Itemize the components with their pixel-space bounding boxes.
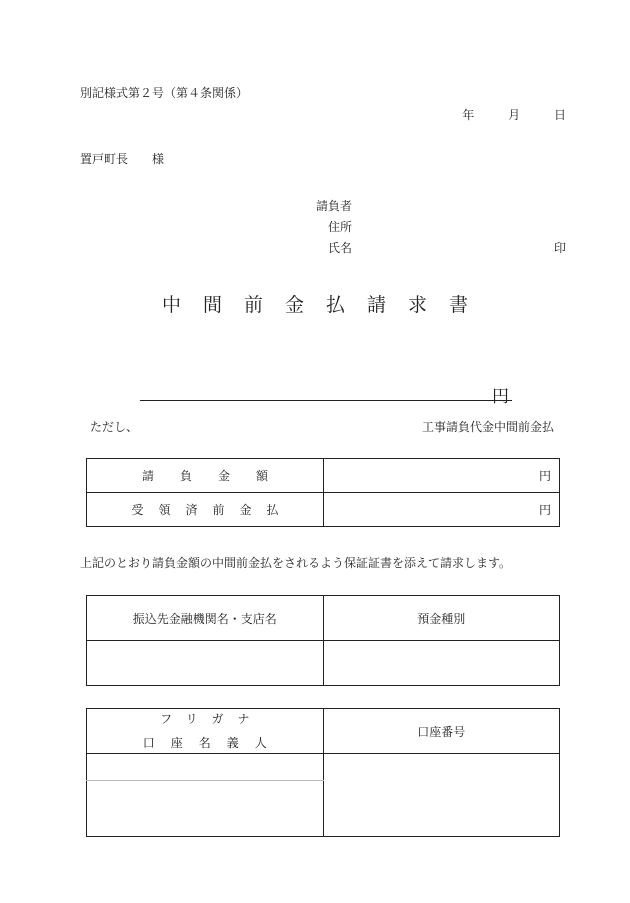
institution-header: 振込先金融機関名・支店名 <box>87 596 324 641</box>
contractor-block <box>316 196 352 259</box>
addressee <box>80 150 164 167</box>
table-row <box>87 709 560 754</box>
amount-currency: 円 <box>492 387 509 407</box>
table-row <box>87 459 560 493</box>
account-table <box>86 708 560 837</box>
contract-amount-label: 請負金額 <box>87 459 324 493</box>
table-row <box>87 641 560 686</box>
date-day: 日 <box>553 108 566 122</box>
contractor-name-label: 氏名 <box>328 241 353 255</box>
addressee-name: 置戸町長 <box>80 152 129 166</box>
furigana-field[interactable] <box>87 754 324 781</box>
institution-field[interactable] <box>87 641 324 686</box>
table-row <box>87 596 560 641</box>
contract-amount-value[interactable]: 円 <box>324 459 560 493</box>
date-year: 年 <box>462 108 475 122</box>
deposit-type-field[interactable] <box>323 641 560 686</box>
holder-header: 口座名義人 <box>142 736 283 750</box>
received-advance-value[interactable]: 円 <box>324 493 560 527</box>
bank-table <box>86 595 560 686</box>
deposit-type-header: 預金種別 <box>323 596 560 641</box>
addressee-honorific: 様 <box>152 152 165 166</box>
account-number-header: 口座番号 <box>323 709 559 754</box>
seal-mark: 印 <box>553 241 566 255</box>
amount-table <box>86 458 560 527</box>
table-row <box>87 754 560 781</box>
proviso-purpose: 工事請負代金中間前金払 <box>421 420 554 434</box>
table-row <box>87 493 560 527</box>
request-statement: 上記のとおり請負金額の中間前金払をされるよう保証証書を添えて請求します。 <box>80 556 512 570</box>
document-title: 中間前金払請求書 <box>161 294 490 316</box>
proviso-label: ただし、 <box>90 420 139 434</box>
date-line <box>462 106 566 123</box>
amount-underline <box>140 400 512 401</box>
contractor-address-label: 住所 <box>328 220 353 234</box>
holder-header-cell <box>87 709 324 754</box>
contractor-role: 請負者 <box>316 199 353 213</box>
holder-name-field[interactable] <box>87 781 324 837</box>
furigana-header: フリガナ <box>160 712 264 726</box>
received-advance-label: 受領済前金払 <box>87 493 324 527</box>
form-number: 別記様式第２号（第４条関係） <box>80 86 249 100</box>
date-month: 月 <box>508 108 521 122</box>
account-number-field[interactable] <box>323 754 559 837</box>
